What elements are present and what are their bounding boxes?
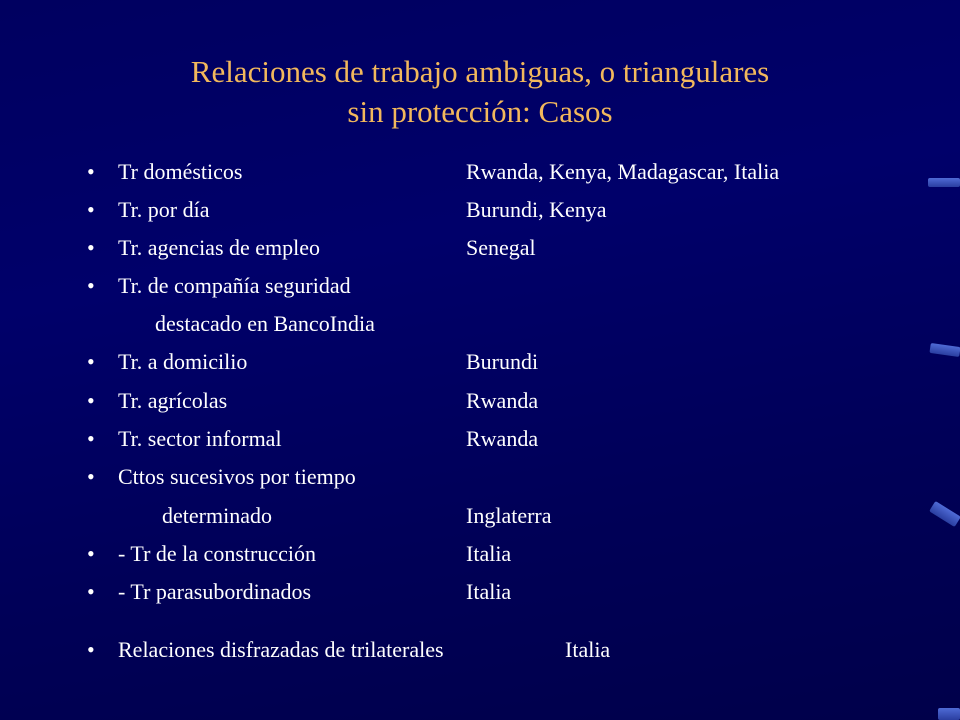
case-label: Relaciones disfrazadas de trilaterales: [118, 637, 444, 662]
case-countries: Italia: [565, 637, 611, 662]
bullet-icon: •: [87, 349, 95, 374]
bullet-icon: •: [87, 235, 95, 260]
case-label: determinado: [162, 503, 272, 528]
case-label: Tr. agencias de empleo: [118, 235, 321, 260]
list-item: [0, 233, 960, 263]
case-countries: Burundi, Kenya: [466, 197, 607, 222]
case-countries: Burundi: [466, 349, 539, 374]
list-item: [0, 386, 960, 416]
list-item: [0, 157, 960, 187]
list-item: [0, 539, 960, 569]
list-item: [0, 195, 960, 225]
bullet-icon: •: [87, 388, 95, 413]
case-label: destacado en BancoIndia: [155, 311, 375, 336]
case-countries: Rwanda: [466, 426, 539, 451]
slide-title-line-2: sin protección: Casos: [347, 94, 613, 129]
case-countries: Rwanda: [466, 388, 539, 413]
bullet-icon: •: [87, 637, 95, 662]
case-countries: Italia: [466, 541, 512, 566]
case-countries: Italia: [466, 579, 512, 604]
bullet-icon: •: [87, 273, 95, 298]
case-countries: Senegal: [466, 235, 536, 260]
bullet-icon: •: [87, 579, 95, 604]
case-label: - Tr de la construcción: [118, 541, 316, 566]
list-item-continuation: [0, 501, 960, 531]
case-label: Cttos sucesivos por tiempo: [118, 464, 356, 489]
case-countries: Rwanda, Kenya, Madagascar, Italia: [466, 159, 780, 184]
list-item: [0, 577, 960, 607]
case-label: Tr. sector informal: [118, 426, 282, 451]
case-label: Tr domésticos: [118, 159, 243, 184]
bullet-icon: •: [87, 197, 95, 222]
list-item: [0, 635, 960, 665]
list-item: [0, 347, 960, 377]
list-item: [0, 462, 960, 492]
slide-title: [0, 52, 960, 132]
bullet-icon: •: [87, 426, 95, 451]
case-label: Tr. por día: [118, 197, 210, 222]
case-label: - Tr parasubordinados: [118, 579, 312, 604]
case-label: Tr. de compañía seguridad: [118, 273, 351, 298]
decorative-stripe: [938, 708, 960, 720]
case-label: Tr. a domicilio: [118, 349, 248, 374]
list-item-continuation: [0, 309, 960, 339]
bullet-icon: •: [87, 541, 95, 566]
slide-title-line-1: Relaciones de trabajo ambiguas, o triangulares: [190, 54, 770, 89]
case-label: Tr. agrícolas: [118, 388, 228, 413]
list-item: [0, 271, 960, 301]
list-item: [0, 424, 960, 454]
decorative-stripe: [928, 178, 960, 187]
bullet-icon: •: [87, 159, 95, 184]
case-countries: Inglaterra: [466, 503, 552, 528]
bullet-icon: •: [87, 464, 95, 489]
